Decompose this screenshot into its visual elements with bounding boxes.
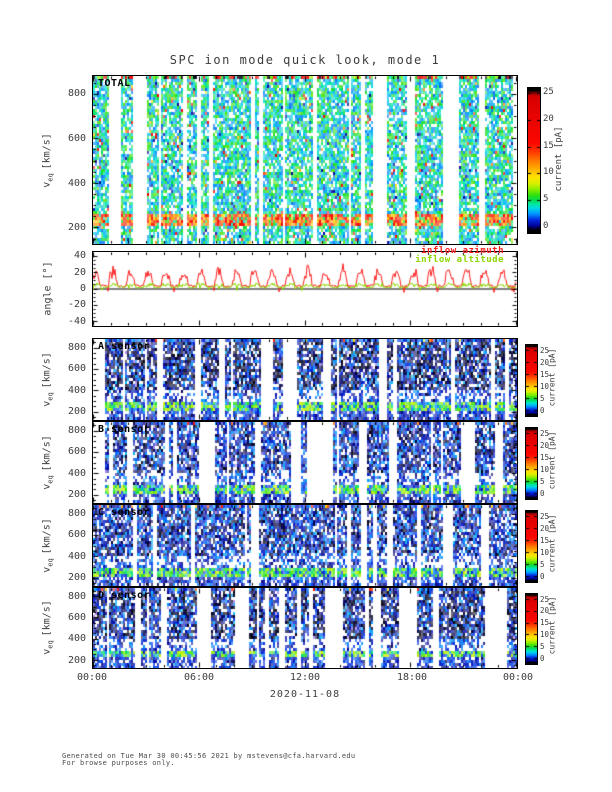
tick-label: 0 bbox=[540, 572, 545, 581]
colorbar-total bbox=[527, 87, 541, 234]
tick-label: 800 bbox=[67, 425, 86, 436]
x-tick-label: 12:00 bbox=[289, 672, 321, 683]
tick-label: 15 bbox=[540, 618, 550, 627]
tick-label: 200 bbox=[67, 406, 86, 417]
colorbar-label-total: current [pA] bbox=[554, 126, 564, 192]
tick-label: 20 bbox=[540, 358, 550, 367]
footer-line-2: For browse purposes only. bbox=[62, 759, 175, 767]
tick-label: 5 bbox=[540, 642, 545, 651]
tick-label: 15 bbox=[543, 141, 554, 151]
tick-label: 25 bbox=[540, 429, 550, 438]
tick-label: 5 bbox=[543, 194, 549, 204]
tick-label: 25 bbox=[540, 346, 550, 355]
colorbar-sensor-a bbox=[525, 344, 538, 417]
tick-label: 400 bbox=[67, 551, 86, 562]
x-tick-label: 06:00 bbox=[183, 672, 215, 683]
colorbar-sensor-c bbox=[525, 510, 538, 583]
x-tick-label: 18:00 bbox=[396, 672, 428, 683]
colorbar-sensor-c-canvas bbox=[526, 511, 537, 582]
panel-label-sensor-d: D sensor bbox=[98, 590, 151, 601]
chart-title: SPC ion mode quick look, mode 1 bbox=[169, 53, 441, 67]
tick-label: 5 bbox=[540, 560, 545, 569]
panel-sensor-b bbox=[92, 421, 518, 504]
x-tick-label: 00:00 bbox=[76, 672, 108, 683]
colorbar-label-sensor-d: current [pA] bbox=[547, 596, 557, 655]
tick-label: 800 bbox=[67, 591, 86, 602]
tick-label: 10 bbox=[543, 167, 554, 177]
y-axis-label-angle: angle [°] bbox=[42, 261, 54, 316]
x-tick-label: 00:00 bbox=[502, 672, 534, 683]
tick-label: 800 bbox=[67, 342, 86, 353]
tick-label: 200 bbox=[67, 655, 86, 666]
colorbar-sensor-d-canvas bbox=[526, 594, 537, 664]
tick-label: 0 bbox=[540, 406, 545, 415]
tick-label: 40 bbox=[73, 250, 86, 261]
tick-label: 20 bbox=[540, 606, 550, 615]
tick-label: 400 bbox=[67, 178, 86, 189]
tick-label: 25 bbox=[543, 87, 554, 97]
tick-label: 400 bbox=[67, 468, 86, 479]
tick-label: 400 bbox=[67, 633, 86, 644]
tick-label: 20 bbox=[540, 524, 550, 533]
colorbar-total-canvas bbox=[528, 88, 540, 233]
sensor-b-spectrogram-canvas bbox=[93, 422, 517, 503]
footer-line-1: Generated on Tue Mar 30 00:45:56 2021 by mstevens@cfa.harvard.edu bbox=[62, 752, 356, 760]
tick-label: -40 bbox=[67, 316, 86, 327]
tick-label: 5 bbox=[540, 477, 545, 486]
x-axis-date-label: 2020-11-08 bbox=[269, 689, 341, 700]
colorbar-sensor-a-canvas bbox=[526, 345, 537, 416]
tick-label: 20 bbox=[540, 441, 550, 450]
tick-label: 600 bbox=[67, 363, 86, 374]
colorbar-sensor-b-canvas bbox=[526, 428, 537, 499]
colorbar-sensor-d bbox=[525, 593, 538, 665]
sensor-c-spectrogram-canvas bbox=[93, 505, 517, 586]
tick-label: 200 bbox=[67, 489, 86, 500]
tick-label: 600 bbox=[67, 133, 86, 144]
tick-label: 800 bbox=[67, 508, 86, 519]
colorbar-sensor-b bbox=[525, 427, 538, 500]
tick-label: 800 bbox=[67, 88, 86, 99]
panel-total bbox=[92, 75, 518, 245]
tick-label: 600 bbox=[67, 612, 86, 623]
tick-label: 20 bbox=[73, 267, 86, 278]
y-axis-label-sensor-b: $v_{eq}[km/s]$ bbox=[41, 435, 55, 490]
sensor-d-spectrogram-canvas bbox=[93, 588, 517, 668]
tick-label: 15 bbox=[540, 536, 550, 545]
tick-label: 10 bbox=[540, 382, 550, 391]
tick-label: 25 bbox=[540, 512, 550, 521]
y-axis-label-sensor-d: $v_{eq}[km/s]$ bbox=[41, 600, 55, 655]
tick-label: 5 bbox=[540, 394, 545, 403]
tick-label: 0 bbox=[79, 283, 86, 294]
y-axis-label-sensor-a: $v_{eq}[km/s]$ bbox=[41, 352, 55, 407]
y-axis-label-sensor-c: $v_{eq}[km/s]$ bbox=[41, 518, 55, 573]
tick-label: 0 bbox=[543, 221, 549, 231]
panel-label-sensor-c: C sensor bbox=[98, 507, 151, 518]
panel-sensor-d bbox=[92, 587, 518, 669]
tick-label: 10 bbox=[540, 630, 550, 639]
tick-label: 15 bbox=[540, 370, 550, 379]
panel-label-sensor-b: B sensor bbox=[98, 424, 151, 435]
y-axis-label-total: $v_{eq}[km/s]$ bbox=[41, 133, 55, 188]
legend-inflow-altitude: inflow altitude bbox=[415, 255, 504, 265]
panel-sensor-a bbox=[92, 338, 518, 421]
total-spectrogram-canvas bbox=[93, 76, 517, 244]
tick-label: 600 bbox=[67, 529, 86, 540]
tick-label: 0 bbox=[540, 489, 545, 498]
colorbar-label-sensor-c: current [pA] bbox=[547, 514, 557, 573]
tick-label: 600 bbox=[67, 446, 86, 457]
legend-inflow-azimuth: inflow azimuth bbox=[421, 246, 504, 256]
tick-label: 400 bbox=[67, 385, 86, 396]
panel-sensor-c bbox=[92, 504, 518, 587]
tick-label: 15 bbox=[540, 453, 550, 462]
tick-label: -20 bbox=[67, 299, 86, 310]
tick-label: 10 bbox=[540, 465, 550, 474]
tick-label: 25 bbox=[540, 595, 550, 604]
tick-label: 10 bbox=[540, 548, 550, 557]
panel-label-total: TOTAL bbox=[98, 78, 131, 89]
tick-label: 200 bbox=[67, 222, 86, 233]
sensor-a-spectrogram-canvas bbox=[93, 339, 517, 420]
colorbar-label-sensor-b: current [pA] bbox=[547, 431, 557, 490]
colorbar-label-sensor-a: current [pA] bbox=[547, 348, 557, 407]
panel-label-sensor-a: A sensor bbox=[98, 341, 151, 352]
tick-label: 20 bbox=[543, 114, 554, 124]
tick-label: 200 bbox=[67, 572, 86, 583]
tick-label: 0 bbox=[540, 654, 545, 663]
